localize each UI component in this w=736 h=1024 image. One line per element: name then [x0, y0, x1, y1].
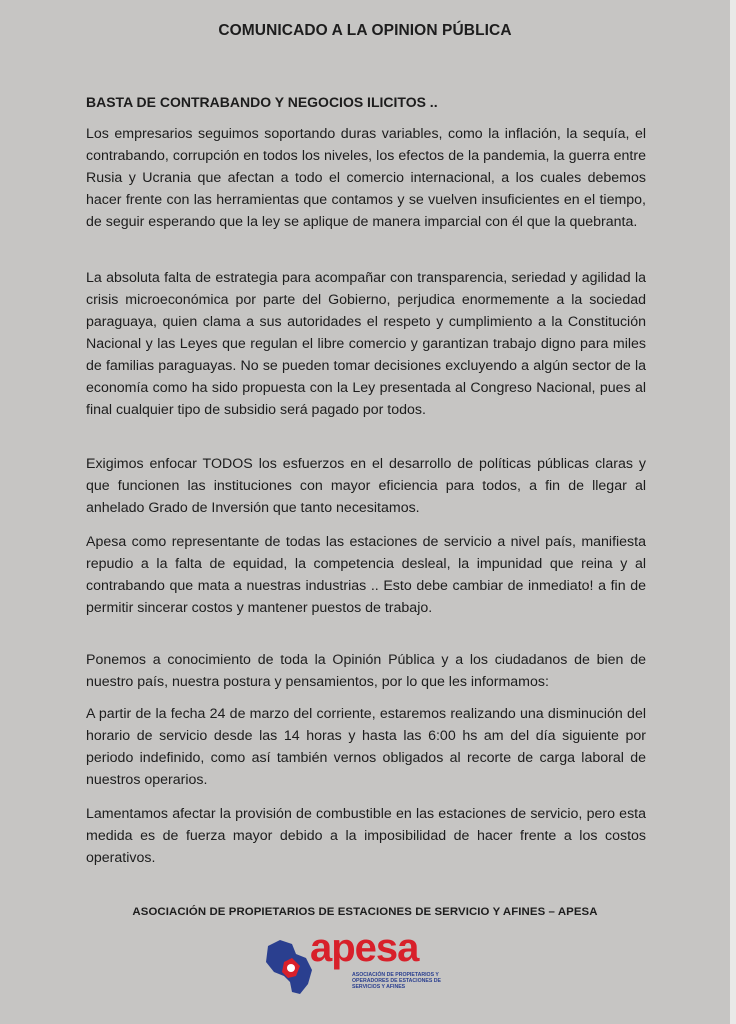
logo-wordmark: apesa — [310, 926, 419, 970]
paragraph-4: Apesa como representante de todas las estaciones de servicio a nivel país, manifiesta repudio a la falta de equidad, la competencia desleal, la impunidad que reina y al contrabando que mata a nuestras industrias .. Esto debe cambiar de inmediato! a fin de permitir sincerar costos y mantener puestos de trabajo. — [86, 534, 646, 616]
paragraph-1: Los empresarios seguimos soportando duras variables, como la inflación, la sequía, el contrabando, corrupción en todos los niveles, los efectos de la pandemia, la guerra entre Rusia y Ucrania que afectan a todo el comercio internacional, a los cuales debemos hacer frente con las herramientas que contamos y se vuelven insuficientes en el tiempo, de seguir esperando que la ley se aplique de manera imparcial con él que la quebranta. — [86, 126, 646, 230]
signature-organization: ASOCIACIÓN DE PROPIETARIOS DE ESTACIONES DE SERVICIO Y AFINES – APESA — [132, 906, 598, 918]
paraguay-map-icon — [262, 936, 314, 998]
document-title: COMUNICADO A LA OPINION PÚBLICA — [218, 22, 512, 39]
page-edge — [730, 0, 736, 1024]
document-subheading: BASTA DE CONTRABANDO Y NEGOCIOS ILICITOS .. — [86, 94, 438, 110]
paragraph-5: Ponemos a conocimiento de toda la Opinión Pública y a los ciudadanos de bien de nuestro país, nuestra postura y pensamientos, por lo que les informamos: — [86, 652, 646, 690]
logo-tagline: ASOCIACIÓN DE PROPIETARIOS Y OPERADORES DE ESTACIONES DE SERVICIOS Y AFINES — [352, 972, 441, 990]
apesa-logo — [262, 926, 462, 1000]
paragraph-6: A partir de la fecha 24 de marzo del corriente, estaremos realizando una disminución del horario de servicio desde las 14 horas y hasta las 6:00 hs am del día siguiente por periodo indefinido, como así también vernos obligados al recorte de carga laboral de nuestros operarios. — [86, 706, 646, 788]
paragraph-7: Lamentamos afectar la provisión de combustible en las estaciones de servicio, pero esta medida es de fuerza mayor debido a la imposibilidad de hacer frente a los costos operativos. — [86, 806, 646, 866]
paragraph-2: La absoluta falta de estrategia para acompañar con transparencia, seriedad y agilidad la crisis microeconómica por parte del Gobierno, perjudica enormemente a la sociedad paraguaya, quien clama a sus autoridades el respeto y cumplimiento a la Constitución Nacional y las Leyes que regulan el libre comercio y garantizan trabajo digno para miles de familias paraguayas. No se pueden tomar decisiones excluyendo a algún sector de la economía como ha sido propuesta con la Ley presentada al Congreso Nacional, pues al final cualquier tipo de subsidio será pagado por todos. — [86, 270, 646, 418]
paragraph-3: Exigimos enfocar TODOS los esfuerzos en el desarrollo de políticas públicas claras y que funcionen las instituciones con mayor eficiencia para todos, a fin de llegar al anhelado Grado de Inversión que tanto necesitamos. — [86, 456, 646, 516]
